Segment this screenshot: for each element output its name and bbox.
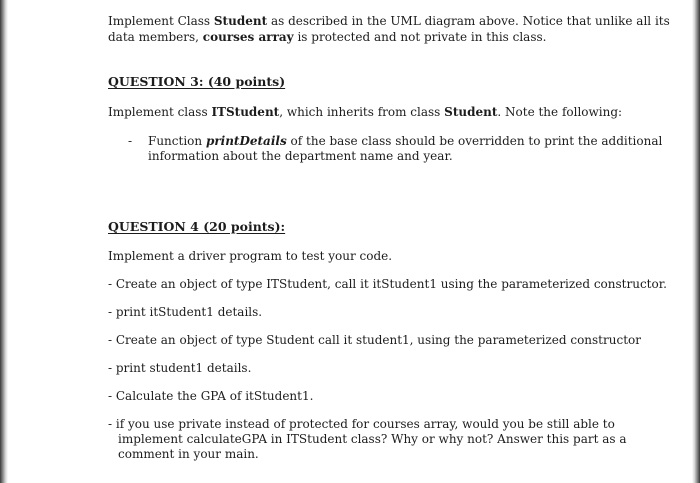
q4-last-item-line-3: comment in your main. [118, 447, 259, 461]
q4-list-item: - print student1 details. [108, 361, 252, 375]
q3-desc-text: , which inherits from class [279, 105, 445, 119]
q3-desc-bold-student: Student [444, 105, 498, 119]
intro-text: data members, [108, 30, 203, 44]
q3-bullet-line-1 [148, 134, 662, 149]
q3-description [108, 105, 622, 120]
intro-line-1 [108, 14, 670, 29]
q4-list-item: - Create an object of type Student call it student1, using the parameterized constructor [108, 333, 641, 347]
q4-list-item: - Calculate the GPA of itStudent1. [108, 389, 314, 403]
q4-heading: QUESTION 4 (20 points): [108, 219, 286, 234]
q4-intro: Implement a driver program to test your code. [108, 249, 393, 263]
q4-list-item: - Create an object of type ITStudent, call it itStudent1 using the parameterized constructor. [108, 277, 667, 291]
q3-desc-bold-itstudent: ITStudent [211, 105, 280, 119]
q3-desc-text: . Note the following: [497, 105, 623, 119]
q3-bullet-dash: - [128, 134, 133, 148]
q4-list-item: - print itStudent1 details. [108, 305, 263, 319]
intro-line-2 [108, 30, 546, 45]
q3-heading: QUESTION 3: (40 points) [108, 74, 286, 89]
intro-text: Implement Class [108, 14, 214, 28]
q3-desc-text: Implement class [108, 105, 212, 119]
q3-bullet-bold-printdetails: printDetails [205, 134, 287, 148]
q3-bullet-line-2: information about the department name and year. [148, 149, 453, 163]
q3-bullet-text: of the base class should be overridden to print the additional [286, 134, 663, 148]
q4-last-item-line-1: - if you use private instead of protected for courses array, would you be still able to [108, 417, 615, 431]
intro-text: as described in the UML diagram above. Notice that unlike all its [267, 14, 670, 28]
intro-bold-courses-array: courses array [202, 30, 294, 44]
intro-text: is protected and not private in this class. [293, 30, 547, 44]
q3-bullet-text: Function [148, 134, 206, 148]
q4-last-item-line-2: implement calculateGPA in ITStudent class? Why or why not? Answer this part as a [118, 432, 627, 446]
intro-bold-student: Student [213, 14, 268, 28]
